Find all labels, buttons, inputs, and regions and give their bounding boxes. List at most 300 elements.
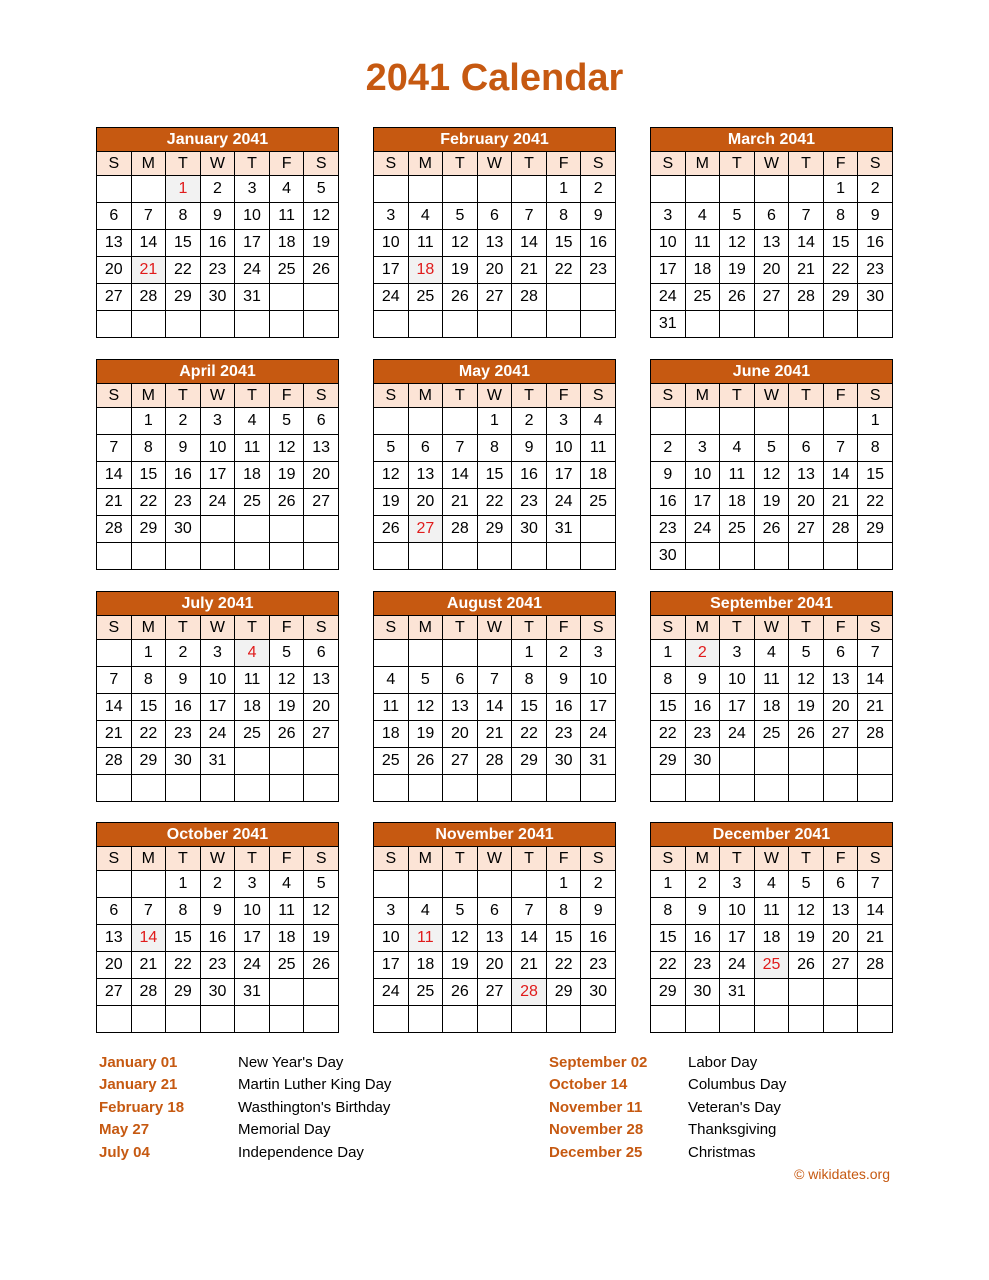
day-cell: 30 [166,748,201,775]
empty-day-cell [546,1006,581,1033]
empty-day-cell [97,543,132,570]
day-cell: 21 [131,952,166,979]
holiday-row [99,1097,391,1119]
weekday-header: F [269,152,304,176]
day-cell: 19 [304,925,339,952]
day-cell: 8 [858,435,893,462]
holiday-date: February 18 [99,1098,185,1116]
empty-day-cell [269,284,304,311]
empty-day-cell [304,516,339,543]
day-cell: 2 [685,871,720,898]
day-cell: 21 [97,489,132,516]
day-cell: 24 [685,516,720,543]
day-cell: 24 [235,952,270,979]
day-cell: 31 [200,748,235,775]
day-cell: 22 [823,257,858,284]
day-cell: 14 [823,462,858,489]
weekday-header: T [235,384,270,408]
day-cell: 27 [443,748,478,775]
day-cell: 21 [858,925,893,952]
day-cell: 26 [374,516,409,543]
day-cell: 24 [235,257,270,284]
empty-day-cell [789,775,824,802]
holiday-name: Independence Day [238,1143,364,1161]
day-cell: 16 [166,462,201,489]
empty-day-cell [443,775,478,802]
day-cell: 3 [374,898,409,925]
day-cell: 13 [408,462,443,489]
day-cell: 31 [581,748,616,775]
day-cell: 12 [443,230,478,257]
empty-day-cell [789,748,824,775]
empty-day-cell [235,543,270,570]
day-cell: 9 [581,203,616,230]
day-cell: 27 [97,284,132,311]
day-cell: 30 [685,748,720,775]
day-cell: 23 [200,257,235,284]
empty-day-cell [685,543,720,570]
day-cell: 18 [374,721,409,748]
day-cell: 4 [408,203,443,230]
day-cell: 30 [546,748,581,775]
day-cell: 26 [789,952,824,979]
day-cell: 3 [651,203,686,230]
weekday-header: T [512,384,547,408]
day-cell: 26 [720,284,755,311]
weekday-header: T [512,847,547,871]
empty-day-cell [304,543,339,570]
day-cell: 18 [685,257,720,284]
day-cell: 16 [546,694,581,721]
weekday-header: T [789,384,824,408]
day-cell: 12 [269,435,304,462]
holiday-name: New Year's Day [238,1054,344,1071]
weekday-header: S [581,384,616,408]
holiday-day-cell: 25 [754,952,789,979]
weekday-header: T [166,616,201,640]
weekday-header: S [304,616,339,640]
weekday-header: S [374,616,409,640]
day-cell: 1 [131,640,166,667]
day-cell: 1 [651,640,686,667]
day-cell: 10 [581,667,616,694]
day-cell: 16 [200,230,235,257]
empty-day-cell [858,775,893,802]
day-cell: 27 [304,489,339,516]
holiday-name: Labor Day [688,1054,758,1071]
empty-day-cell [754,775,789,802]
holiday-date: May 27 [99,1121,150,1139]
day-cell: 1 [651,871,686,898]
empty-day-cell [546,543,581,570]
holiday-row [99,1142,391,1164]
day-cell: 23 [166,721,201,748]
weekday-header: M [685,847,720,871]
holiday-row [549,1052,786,1074]
day-cell: 10 [720,898,755,925]
weekday-header: F [823,152,858,176]
day-cell: 17 [720,694,755,721]
day-cell: 30 [651,543,686,570]
holiday-date: November 11 [549,1098,643,1116]
empty-day-cell [97,775,132,802]
day-cell: 20 [304,694,339,721]
day-cell: 8 [546,898,581,925]
day-cell: 26 [269,489,304,516]
empty-day-cell [235,775,270,802]
empty-day-cell [443,311,478,338]
empty-day-cell [823,543,858,570]
day-cell: 23 [512,489,547,516]
day-cell: 7 [131,898,166,925]
weekday-header: T [512,616,547,640]
holiday-day-cell: 2 [685,640,720,667]
empty-day-cell [408,640,443,667]
empty-day-cell [408,1006,443,1033]
day-cell: 5 [754,435,789,462]
day-cell: 18 [754,694,789,721]
empty-day-cell [477,775,512,802]
day-cell: 12 [789,667,824,694]
weekday-header: S [374,847,409,871]
day-cell: 24 [546,489,581,516]
weekday-header: W [754,616,789,640]
day-cell: 8 [546,203,581,230]
day-cell: 28 [131,284,166,311]
empty-day-cell [304,311,339,338]
day-cell: 28 [131,979,166,1006]
day-cell: 18 [581,462,616,489]
empty-day-cell [823,775,858,802]
weekday-header: T [235,152,270,176]
day-cell: 14 [131,230,166,257]
holiday-list-left [99,1052,391,1164]
day-cell: 10 [546,435,581,462]
day-cell: 30 [685,979,720,1006]
weekday-header: T [166,152,201,176]
day-cell: 22 [477,489,512,516]
empty-day-cell [477,1006,512,1033]
day-cell: 15 [166,230,201,257]
day-cell: 1 [477,408,512,435]
weekday-header: S [858,847,893,871]
day-cell: 9 [858,203,893,230]
empty-day-cell [720,748,755,775]
day-cell: 15 [166,925,201,952]
day-cell: 6 [304,640,339,667]
day-cell: 13 [304,435,339,462]
weekday-header: W [200,847,235,871]
weekday-header: W [477,152,512,176]
day-cell: 24 [581,721,616,748]
day-cell: 13 [97,230,132,257]
day-cell: 6 [443,667,478,694]
weekday-header: W [200,384,235,408]
day-cell: 7 [443,435,478,462]
month-title: April 2041 [97,360,339,384]
empty-day-cell [269,1006,304,1033]
empty-day-cell [269,979,304,1006]
day-cell: 16 [685,694,720,721]
day-cell: 8 [477,435,512,462]
day-cell: 26 [269,721,304,748]
empty-day-cell [97,871,132,898]
day-cell: 20 [823,925,858,952]
day-cell: 9 [200,203,235,230]
weekday-header: M [131,152,166,176]
day-cell: 21 [823,489,858,516]
day-cell: 5 [720,203,755,230]
day-cell: 17 [200,462,235,489]
empty-day-cell [789,408,824,435]
holiday-name: Memorial Day [238,1121,331,1139]
weekday-header: S [858,616,893,640]
day-cell: 31 [235,979,270,1006]
day-cell: 22 [651,952,686,979]
day-cell: 14 [97,462,132,489]
day-cell: 5 [443,898,478,925]
day-cell: 17 [374,257,409,284]
day-cell: 2 [512,408,547,435]
empty-day-cell [685,775,720,802]
day-cell: 26 [304,257,339,284]
weekday-header: F [269,847,304,871]
month-calendar [373,822,616,1033]
day-cell: 11 [269,203,304,230]
holiday-row [549,1074,786,1096]
weekday-header: M [685,384,720,408]
empty-day-cell [685,176,720,203]
day-cell: 6 [477,203,512,230]
day-cell: 23 [685,952,720,979]
day-cell: 20 [97,257,132,284]
day-cell: 5 [408,667,443,694]
empty-day-cell [200,775,235,802]
day-cell: 9 [166,435,201,462]
month-title: December 2041 [651,823,893,847]
day-cell: 3 [235,176,270,203]
day-cell: 28 [97,748,132,775]
weekday-header: S [97,847,132,871]
day-cell: 21 [477,721,512,748]
day-cell: 22 [131,721,166,748]
day-cell: 6 [304,408,339,435]
month-calendar [96,127,339,338]
empty-day-cell [200,516,235,543]
day-cell: 28 [858,721,893,748]
day-cell: 5 [269,640,304,667]
empty-day-cell [408,871,443,898]
day-cell: 20 [443,721,478,748]
weekday-header: M [408,616,443,640]
empty-day-cell [443,871,478,898]
day-cell: 4 [235,408,270,435]
empty-day-cell [685,408,720,435]
day-cell: 4 [720,435,755,462]
day-cell: 9 [546,667,581,694]
day-cell: 29 [858,516,893,543]
day-cell: 17 [720,925,755,952]
day-cell: 11 [685,230,720,257]
holiday-date: December 25 [549,1143,643,1161]
day-cell: 23 [166,489,201,516]
day-cell: 4 [408,898,443,925]
day-cell: 26 [443,979,478,1006]
day-cell: 27 [477,284,512,311]
holiday-row [99,1074,391,1096]
empty-day-cell [720,1006,755,1033]
weekday-header: T [235,616,270,640]
empty-day-cell [754,311,789,338]
day-cell: 29 [131,516,166,543]
month-calendar [650,359,893,570]
day-cell: 1 [166,871,201,898]
empty-day-cell [408,176,443,203]
day-cell: 21 [858,694,893,721]
day-cell: 18 [269,925,304,952]
day-cell: 16 [581,925,616,952]
empty-day-cell [651,775,686,802]
day-cell: 1 [823,176,858,203]
day-cell: 18 [754,925,789,952]
holiday-row [99,1119,391,1141]
month-calendar [96,822,339,1033]
empty-day-cell [235,516,270,543]
empty-day-cell [512,871,547,898]
day-cell: 2 [581,176,616,203]
holiday-date: November 28 [549,1121,644,1139]
day-cell: 27 [789,516,824,543]
holiday-date: January 21 [99,1076,178,1094]
day-cell: 8 [512,667,547,694]
day-cell: 17 [235,925,270,952]
day-cell: 15 [131,462,166,489]
weekday-header: M [131,847,166,871]
weekday-header: F [823,384,858,408]
weekday-header: M [408,384,443,408]
day-cell: 12 [789,898,824,925]
day-cell: 30 [581,979,616,1006]
holiday-date: July 04 [99,1143,150,1161]
empty-day-cell [512,543,547,570]
empty-day-cell [581,1006,616,1033]
day-cell: 13 [443,694,478,721]
weekday-header: S [858,152,893,176]
holiday-day-cell: 21 [131,257,166,284]
day-cell: 21 [97,721,132,748]
empty-day-cell [304,284,339,311]
day-cell: 11 [269,898,304,925]
empty-day-cell [754,408,789,435]
weekday-header: M [408,847,443,871]
empty-day-cell [754,1006,789,1033]
day-cell: 25 [269,952,304,979]
day-cell: 3 [374,203,409,230]
day-cell: 15 [477,462,512,489]
day-cell: 29 [477,516,512,543]
empty-day-cell [166,1006,201,1033]
empty-day-cell [97,1006,132,1033]
weekday-header: S [304,152,339,176]
empty-day-cell [720,543,755,570]
day-cell: 13 [823,667,858,694]
day-cell: 8 [131,435,166,462]
weekday-header: T [443,847,478,871]
day-cell: 18 [408,952,443,979]
day-cell: 22 [651,721,686,748]
day-cell: 19 [304,230,339,257]
empty-day-cell [166,311,201,338]
day-cell: 9 [512,435,547,462]
empty-day-cell [581,775,616,802]
empty-day-cell [131,176,166,203]
empty-day-cell [443,640,478,667]
empty-day-cell [408,408,443,435]
empty-day-cell [235,748,270,775]
day-cell: 20 [789,489,824,516]
day-cell: 5 [269,408,304,435]
empty-day-cell [477,871,512,898]
empty-day-cell [131,1006,166,1033]
empty-day-cell [754,748,789,775]
day-cell: 21 [789,257,824,284]
empty-day-cell [477,311,512,338]
empty-day-cell [754,979,789,1006]
credit-link[interactable]: © wikidates.org [794,1166,890,1182]
day-cell: 16 [651,489,686,516]
day-cell: 17 [581,694,616,721]
day-cell: 22 [546,257,581,284]
day-cell: 28 [858,952,893,979]
day-cell: 27 [823,721,858,748]
day-cell: 4 [374,667,409,694]
empty-day-cell [823,311,858,338]
day-cell: 23 [200,952,235,979]
day-cell: 15 [131,694,166,721]
month-title: June 2041 [651,360,893,384]
day-cell: 28 [823,516,858,543]
day-cell: 8 [131,667,166,694]
day-cell: 3 [200,408,235,435]
day-cell: 11 [754,898,789,925]
empty-day-cell [97,311,132,338]
day-cell: 1 [131,408,166,435]
day-cell: 6 [823,640,858,667]
day-cell: 17 [235,230,270,257]
day-cell: 3 [200,640,235,667]
weekday-header: F [823,616,858,640]
empty-day-cell [477,176,512,203]
day-cell: 30 [200,979,235,1006]
day-cell: 15 [823,230,858,257]
empty-day-cell [97,640,132,667]
empty-day-cell [858,1006,893,1033]
day-cell: 16 [858,230,893,257]
day-cell: 7 [477,667,512,694]
weekday-header: T [166,847,201,871]
weekday-header: S [374,384,409,408]
day-cell: 30 [200,284,235,311]
day-cell: 6 [754,203,789,230]
day-cell: 22 [166,257,201,284]
month-calendar [96,591,339,802]
day-cell: 31 [651,311,686,338]
day-cell: 11 [374,694,409,721]
day-cell: 5 [789,640,824,667]
day-cell: 7 [512,898,547,925]
day-cell: 10 [720,667,755,694]
empty-day-cell [235,311,270,338]
